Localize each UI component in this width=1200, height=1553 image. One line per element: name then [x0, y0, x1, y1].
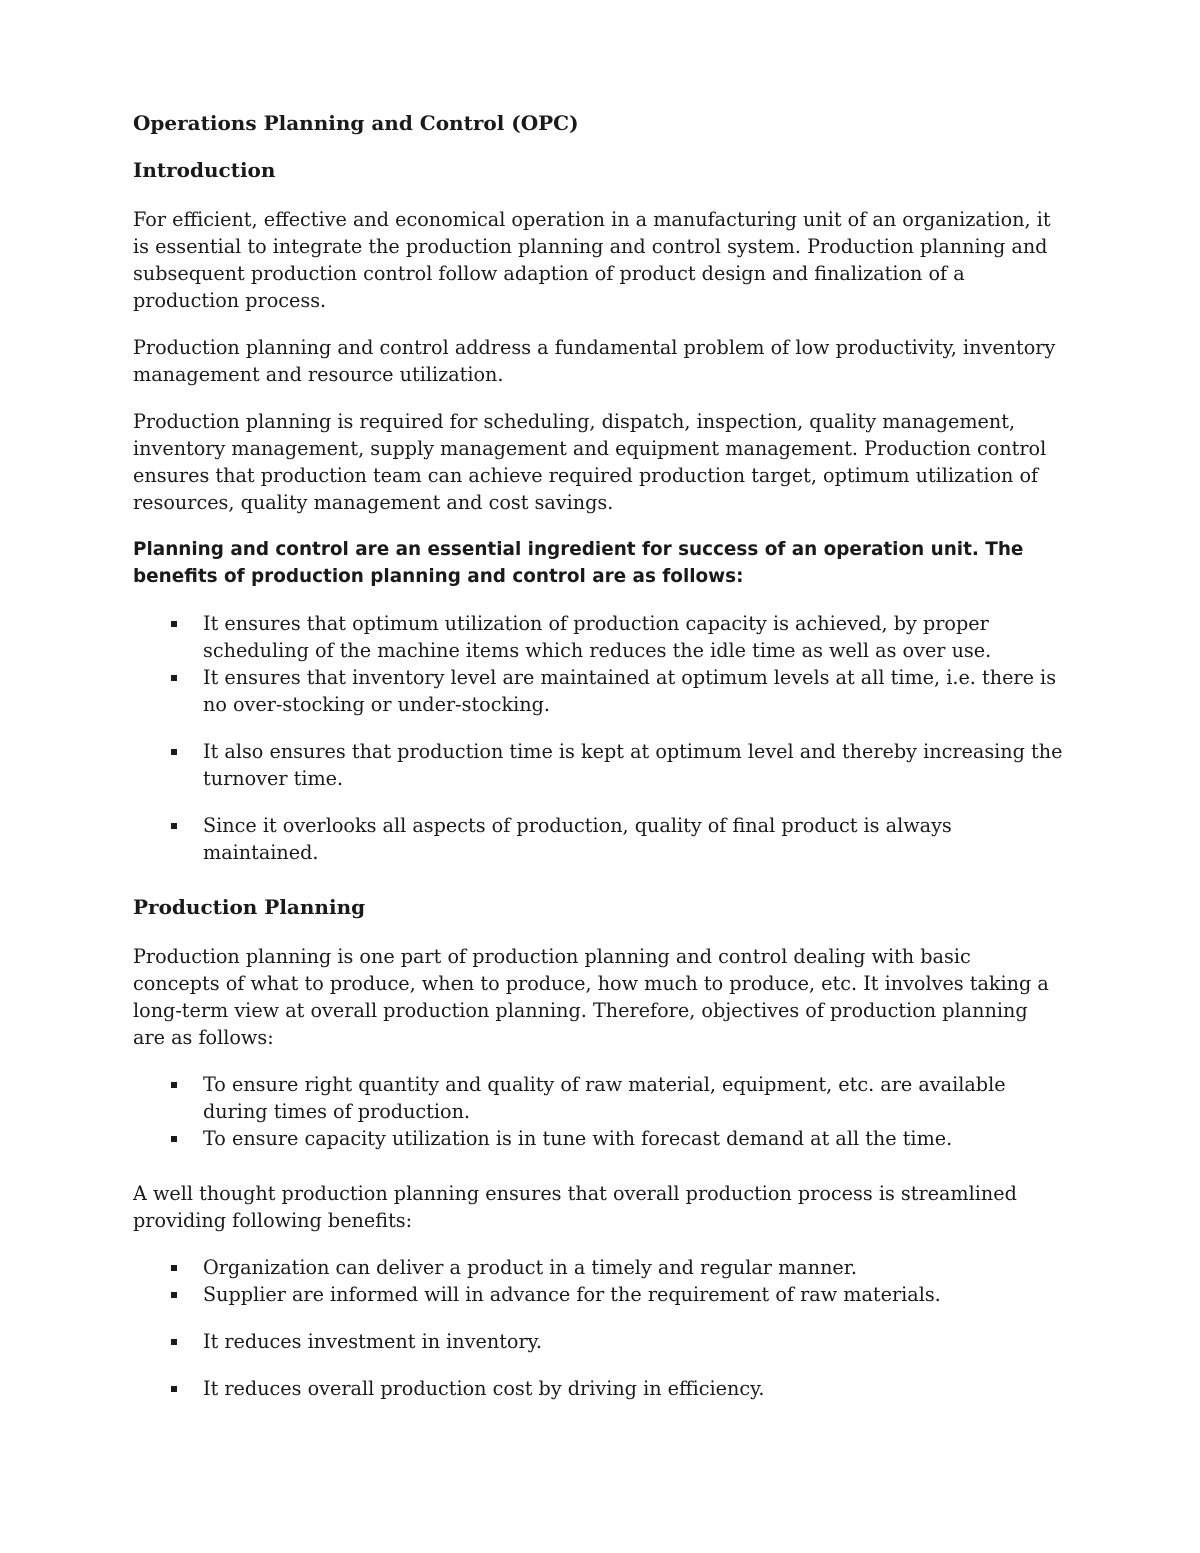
bullet-square-icon: [171, 621, 177, 627]
planning-benefits-list: [133, 1254, 1063, 1402]
benefits-intro-paragraph: A well thought production planning ensures that overall production process is streamlined providing following benefits:: [133, 1182, 1017, 1232]
list-item-text: It reduces overall production cost by driving in efficiency.: [203, 1377, 765, 1400]
bullet-square-icon: [171, 823, 177, 829]
bullet-square-icon: [171, 1292, 177, 1298]
benefits-heading: Planning and control are an essential ingredient for success of an operation unit. The benefits of production planning and control are as follows:: [133, 539, 1024, 587]
bullet-square-icon: [171, 1136, 177, 1142]
document-page: [133, 110, 1063, 1422]
list-item: [133, 1254, 1063, 1281]
list-item-text: It reduces investment in inventory.: [203, 1330, 543, 1353]
list-item-text: Since it overlooks all aspects of production, quality of final product is always maintained.: [203, 814, 952, 864]
list-item: [133, 1328, 1063, 1355]
bullet-square-icon: [171, 1339, 177, 1345]
list-item-text: Supplier are informed will in advance for the requirement of raw materials.: [203, 1283, 941, 1306]
list-item-text: To ensure capacity utilization is in tune with forecast demand at all the time.: [203, 1127, 953, 1150]
intro-paragraph-2: Production planning and control address a fundamental problem of low productivity, inventory management and resource utilization.: [133, 336, 1056, 386]
bullet-square-icon: [171, 1265, 177, 1271]
introduction-heading: Introduction: [133, 158, 276, 182]
list-item: [133, 1281, 1063, 1308]
list-item: [133, 1125, 1063, 1152]
production-planning-paragraph: Production planning is one part of production planning and control dealing with basic concepts of what to produce, when to produce, how much to produce, etc. It involves taking a long-term view at overall production planning. Therefore, objectives of production planning are as follows:: [133, 945, 1049, 1049]
bullet-square-icon: [171, 749, 177, 755]
list-item: [133, 1375, 1063, 1402]
list-item-text: It also ensures that production time is kept at optimum level and thereby increasing the turnover time.: [203, 740, 1063, 790]
list-item-text: It ensures that optimum utilization of production capacity is achieved, by proper scheduling of the machine items which reduces the idle time as well as over use.: [203, 612, 992, 662]
document-title: Operations Planning and Control (OPC): [133, 111, 579, 135]
bullet-square-icon: [171, 1082, 177, 1088]
bullet-square-icon: [171, 1386, 177, 1392]
bullet-square-icon: [171, 675, 177, 681]
intro-paragraph-1: For efficient, effective and economical operation in a manufacturing unit of an organization, it is essential to integrate the production planning and control system. Production planning and subsequent production control follow adaption of product design and finalization of a production process.: [133, 208, 1051, 312]
list-item-text: To ensure right quantity and quality of raw material, equipment, etc. are available during times of production.: [203, 1073, 1006, 1123]
list-item: [133, 738, 1063, 792]
intro-paragraph-3: Production planning is required for scheduling, dispatch, inspection, quality management, inventory management, supply management and equipment management. Production control ensures that production team can achieve required production target, optimum utilization of resources, quality management and cost savings.: [133, 410, 1047, 514]
objectives-list: [133, 1071, 1063, 1152]
opc-benefits-list: [133, 610, 1063, 866]
list-item: [133, 812, 1063, 866]
list-item: [133, 664, 1063, 718]
list-item: [133, 1071, 1063, 1125]
list-item-text: It ensures that inventory level are maintained at optimum levels at all time, i.e. there is no over-stocking or under-stocking.: [203, 666, 1057, 716]
list-item-text: Organization can deliver a product in a timely and regular manner.: [203, 1256, 857, 1279]
production-planning-heading: Production Planning: [133, 895, 366, 919]
list-item: [133, 610, 1063, 664]
